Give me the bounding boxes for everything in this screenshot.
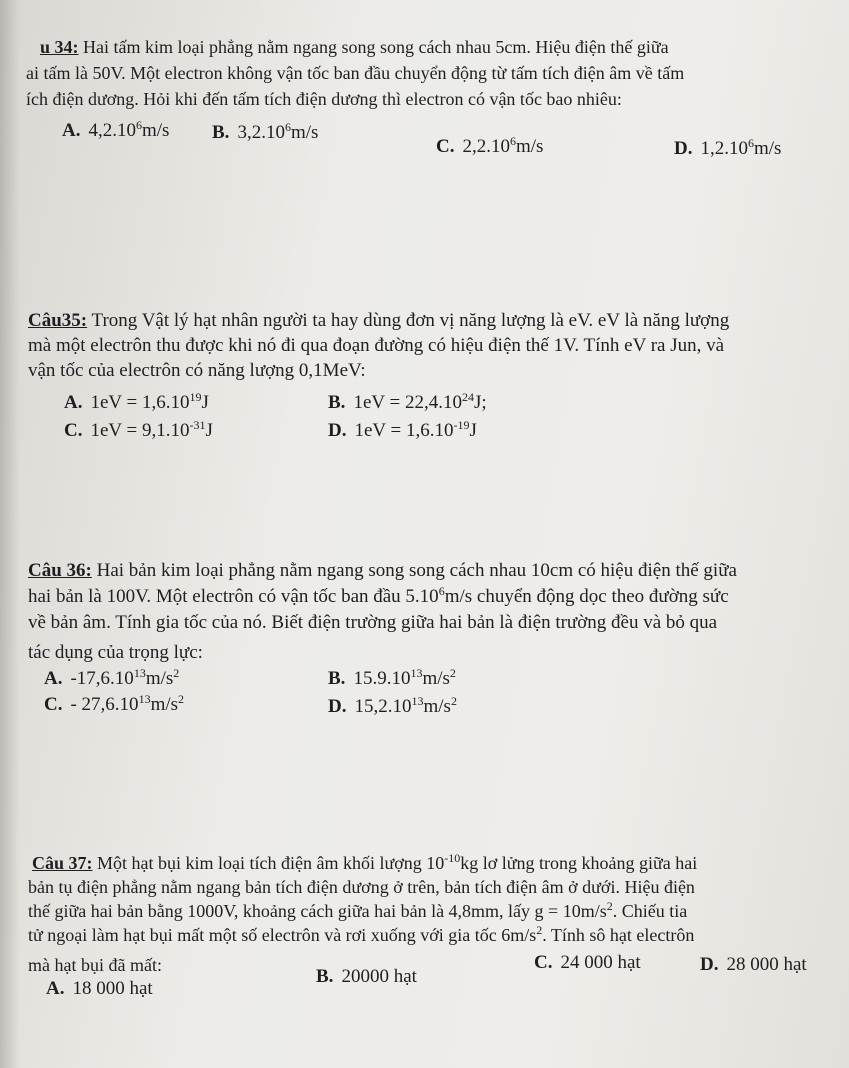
option-unit: m/s <box>422 668 450 689</box>
option-exponent: 13 <box>411 694 424 708</box>
option-unit-exponent: 2 <box>178 692 185 706</box>
q35-option-b <box>328 392 487 414</box>
q34-option-c <box>436 136 543 158</box>
q36-line-4: tác dụng của trọng lực: <box>28 642 203 663</box>
q37-line-4-exponent: 2 <box>536 923 543 937</box>
option-letter: B. <box>328 668 346 689</box>
option-unit-exponent: 2 <box>449 666 456 680</box>
q36-line-1 <box>28 560 737 582</box>
option-letter: C. <box>534 952 553 973</box>
option-value: -17,6.10 <box>70 668 134 689</box>
q36-option-c <box>44 694 184 716</box>
option-letter: D. <box>700 954 719 975</box>
option-unit: J <box>205 420 213 441</box>
q35-line-2: mà một electrôn thu được khi nó đi qua đoạn đường có hiệu điện thế 1V. Tính eV ra Jun, và <box>28 335 725 356</box>
option-value: 1eV = 9,1.10 <box>90 420 190 441</box>
q36-line-2-exponent: 6 <box>438 584 445 598</box>
option-letter: C. <box>64 420 83 441</box>
option-value: 1,2.10 <box>700 138 748 159</box>
option-unit: J; <box>473 392 487 413</box>
option-value: 20000 hạt <box>341 966 417 987</box>
option-exponent: 24 <box>461 390 474 404</box>
q36-label: Câu 36: <box>28 560 92 581</box>
option-exponent: 6 <box>509 134 516 148</box>
option-value: 24 000 hạt <box>560 952 641 973</box>
q34-line-1-text: Hai tấm kim loại phẳng nằm ngang song song cách nhau 5cm. Hiệu điện thế giữa <box>78 37 669 57</box>
q37-line-3-exponent: 2 <box>606 899 613 913</box>
option-exponent: 13 <box>410 666 423 680</box>
q37-option-b <box>316 966 417 988</box>
option-exponent: -31 <box>189 418 206 432</box>
option-letter: B. <box>316 966 334 987</box>
q35-line-1-text: Trong Vật lý hạt nhân người ta hay dùng đơn vị năng lượng là eV. eV là năng lượng <box>87 310 730 331</box>
option-letter: B. <box>328 392 346 413</box>
option-value: 1eV = 1,6.10 <box>90 392 190 413</box>
q37-line-4-b: . Tính sô hạt electrôn <box>542 925 695 945</box>
q37-option-a <box>46 978 153 1000</box>
option-unit: J <box>469 420 477 441</box>
q37-line-1-exponent: -10 <box>444 851 461 865</box>
option-letter: D. <box>328 420 347 441</box>
option-exponent: 13 <box>133 666 146 680</box>
option-unit-exponent: 2 <box>173 666 180 680</box>
q37-option-d <box>700 954 807 976</box>
q35-line-3: vận tốc của electrôn có năng lượng 0,1MeV: <box>28 360 366 381</box>
option-unit: m/s <box>141 120 170 141</box>
q37-line-4 <box>28 924 694 946</box>
q34-option-d <box>674 138 781 160</box>
option-letter: A. <box>44 668 63 689</box>
q36-option-b <box>328 668 456 690</box>
q35-option-d <box>328 420 477 442</box>
option-value: 3,2.10 <box>237 122 285 143</box>
option-letter: C. <box>436 136 455 157</box>
q37-line-1-a: Một hạt bụi kim loại tích điện âm khối lượng 10 <box>92 853 445 873</box>
option-unit: m/s <box>145 668 174 689</box>
q36-line-3: về bản âm. Tính gia tốc của nó. Biết điện trường giữa hai bản là điện trường đều và bỏ qua <box>28 612 718 633</box>
option-value: 18 000 hạt <box>72 978 153 999</box>
option-unit: J <box>201 392 209 413</box>
option-unit-exponent: 2 <box>450 694 457 708</box>
q34-label: u 34: <box>40 37 79 57</box>
option-value: 4,2.10 <box>88 120 136 141</box>
option-value: 2,2.10 <box>462 136 510 157</box>
q37-line-3-b: . Chiếu tia <box>612 901 688 921</box>
option-letter: D. <box>674 138 693 159</box>
option-exponent: 13 <box>138 692 151 706</box>
q35-label: Câu35: <box>28 310 88 331</box>
q37-line-2: bản tụ điện phẳng nằm ngang bản tích điện dương ở trên, bản tích điện âm ở dưới. Hiệu điện <box>28 877 695 897</box>
q37-line-4-a: tử ngoại làm hạt bụi mất một số electrôn và rơi xuống với gia tốc 6m/s <box>28 925 537 945</box>
option-unit: m/s <box>515 136 544 157</box>
option-value: 15,2.10 <box>354 696 412 717</box>
q36-line-1-text: Hai bản kim loại phẳng nằm ngang song song cách nhau 10cm có hiệu điện thế giữa <box>91 560 737 581</box>
q37-option-c <box>534 952 641 974</box>
option-unit: m/s <box>423 696 451 717</box>
option-unit: m/s <box>753 138 782 159</box>
q34-option-a <box>62 120 169 142</box>
option-unit: m/s <box>290 122 319 143</box>
q36-line-2-a: hai bản là 100V. Một electrôn có vận tốc ban đầu 5.10 <box>28 586 439 607</box>
q36-line-2 <box>28 586 729 608</box>
q36-option-a <box>44 668 179 690</box>
q37-label: Câu 37: <box>32 853 93 873</box>
q35-line-1 <box>28 310 729 332</box>
option-exponent: -19 <box>453 418 470 432</box>
option-value: 15.9.10 <box>353 668 411 689</box>
option-exponent: 6 <box>747 136 754 150</box>
option-letter: A. <box>62 120 81 141</box>
option-value: 1eV = 22,4.10 <box>353 392 462 413</box>
option-letter: B. <box>212 122 230 143</box>
page-edge-shadow <box>0 0 20 1068</box>
q37-line-3-a: thế giữa hai bản bằng 1000V, khoảng cách giữa hai bản là 4,8mm, lấy g = 10m/s <box>28 901 607 921</box>
option-letter: D. <box>328 696 347 717</box>
q35-option-c <box>64 420 213 442</box>
option-exponent: 6 <box>284 120 291 134</box>
q35-option-a <box>64 392 209 414</box>
q34-line-2: ai tấm là 50V. Một electron không vận tốc ban đầu chuyển động từ tấm tích điện âm về tấm <box>26 63 685 83</box>
option-letter: A. <box>46 978 65 999</box>
option-letter: A. <box>64 392 83 413</box>
q37-line-1 <box>32 852 697 874</box>
q37-line-1-b: kg lơ lửng trong khoảng giữa hai <box>460 853 698 873</box>
option-unit: m/s <box>150 694 179 715</box>
option-value: 1eV = 1,6.10 <box>354 420 454 441</box>
q34-line-3: ích điện dương. Hỏi khi đến tấm tích điện dương thì electron có vận tốc bao nhiêu: <box>26 89 622 109</box>
q37-line-3 <box>28 900 687 922</box>
option-value: 28 000 hạt <box>726 954 807 975</box>
q34-line-1 <box>40 36 669 58</box>
option-exponent: 19 <box>189 390 202 404</box>
option-exponent: 6 <box>135 118 142 132</box>
q37-line-5: mà hạt bụi đã mất: <box>28 955 162 975</box>
q36-line-2-b: m/s chuyển động dọc theo đường sức <box>444 586 729 607</box>
option-value: - 27,6.10 <box>70 694 139 715</box>
option-letter: C. <box>44 694 63 715</box>
q36-option-d <box>328 696 457 718</box>
q34-option-b <box>212 122 318 144</box>
